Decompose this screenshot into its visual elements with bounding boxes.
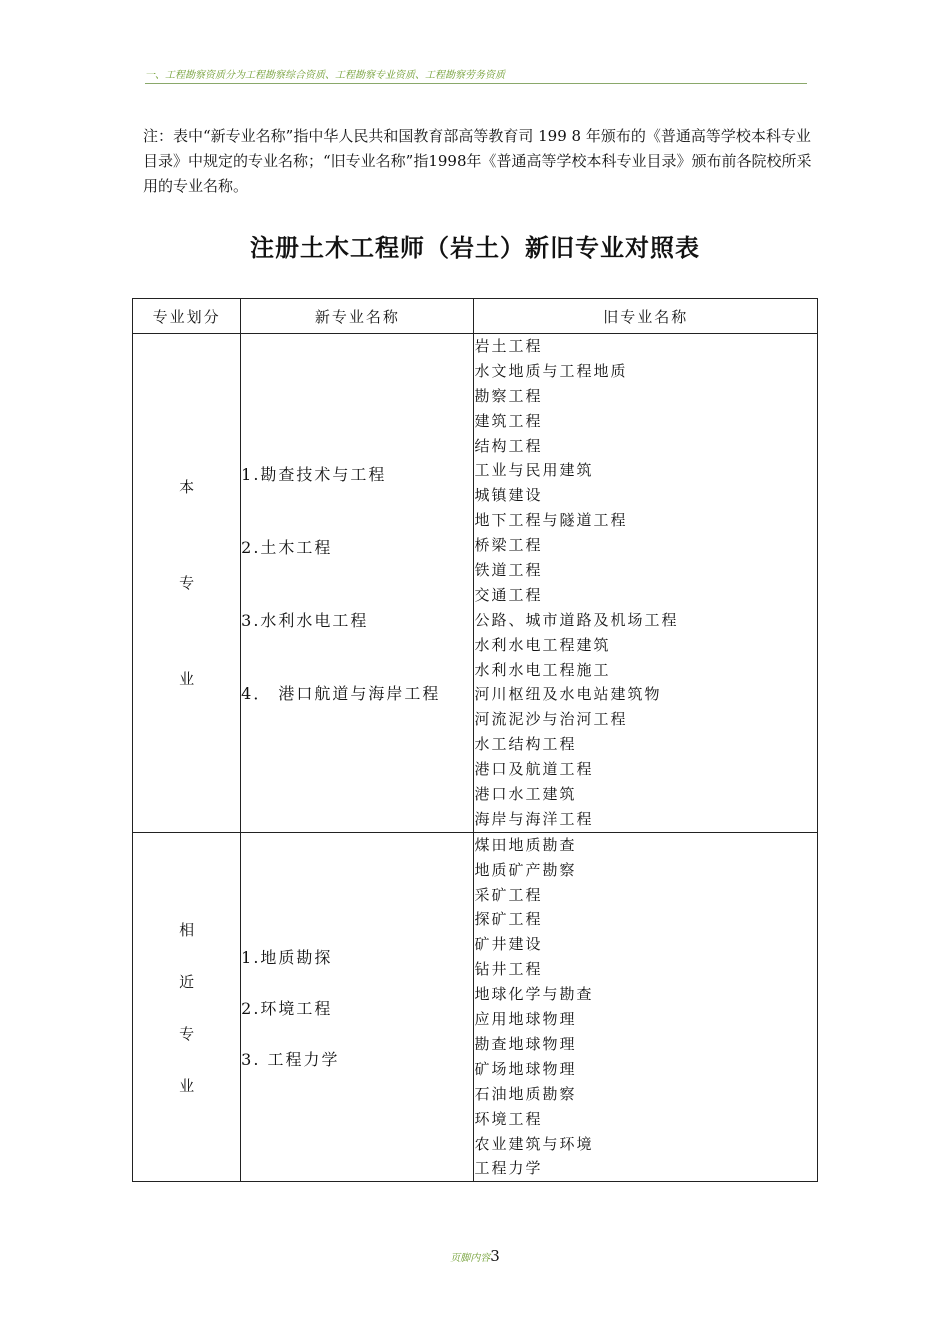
old-name-item: 探矿工程	[474, 910, 543, 929]
category-cell	[133, 832, 241, 1181]
old-name-item: 采矿工程	[474, 885, 543, 904]
old-name-item: 城镇建设	[474, 486, 543, 505]
old-name-item: 交通工程	[474, 585, 543, 604]
old-name-item: 钻井工程	[474, 960, 543, 979]
old-name-item: 勘查地球物理	[474, 1034, 577, 1053]
page-title: 注册土木工程师（岩土）新旧专业对照表	[250, 234, 700, 262]
footer-label: 页脚内容	[450, 1253, 491, 1264]
category-char: 相	[179, 920, 195, 939]
old-name-item: 水文地质与工程地质	[474, 361, 628, 380]
category-char: 专	[179, 574, 195, 593]
header-new-name: 新专业名称	[241, 299, 474, 334]
old-name-item: 煤田地质勘查	[474, 835, 577, 854]
header-old-name: 旧专业名称	[474, 299, 818, 334]
old-name-item: 应用地球物理	[474, 1010, 577, 1029]
category-char: 专	[179, 1024, 195, 1043]
old-name-item: 石油地质勘察	[474, 1084, 577, 1103]
old-name-item: 地下工程与隧道工程	[474, 511, 628, 530]
new-name-item: 3. 工程力学	[241, 1049, 340, 1069]
old-names-cell	[474, 832, 818, 1181]
category-char: 近	[179, 972, 195, 991]
old-name-item: 工程力学	[474, 1159, 543, 1178]
page-number: 3	[490, 1247, 500, 1265]
old-name-item: 海岸与海洋工程	[474, 809, 594, 828]
old-name-item: 岩土工程	[474, 337, 543, 355]
new-name-item: 3.水利水电工程	[241, 610, 369, 630]
header-category: 专业划分	[133, 299, 241, 334]
old-name-item: 河川枢纽及水电站建筑物	[474, 685, 662, 704]
old-name-item: 勘察工程	[474, 386, 543, 405]
old-names-cell	[474, 334, 818, 833]
category-cell	[133, 334, 241, 833]
new-name-item: 2.土木工程	[241, 537, 333, 557]
old-name-item: 矿井建设	[474, 935, 543, 954]
old-name-item: 港口及航道工程	[474, 760, 594, 779]
page-footer	[0, 1247, 950, 1265]
new-names-cell	[241, 334, 474, 833]
table-row	[133, 832, 818, 1181]
table-note: 注：表中“新专业名称”指中华人民共和国教育部高等教育司 199 8 年颁布的《普通高等学校本科专业目录》中规定的专业名称；“旧专业名称”指1998年《普通高等学校本科专业目录》颁布前各院校所采用的专业名称。	[143, 127, 812, 195]
old-name-item: 建筑工程	[474, 411, 543, 430]
old-name-item: 公路、城市道路及机场工程	[474, 610, 679, 629]
new-name-item: 4． 港口航道与海岸工程	[241, 683, 441, 703]
table-row	[133, 334, 818, 833]
table-header-row	[133, 299, 818, 334]
old-name-item: 矿场地球物理	[474, 1059, 577, 1078]
old-name-item: 水利水电工程施工	[474, 660, 611, 679]
old-name-item: 桥梁工程	[474, 536, 543, 555]
new-names-cell	[241, 832, 474, 1181]
old-name-item: 水利水电工程建筑	[474, 635, 611, 654]
old-name-item: 河流泥沙与治河工程	[474, 710, 628, 729]
old-name-item: 环境工程	[474, 1109, 543, 1128]
category-char: 本	[179, 478, 195, 497]
old-name-item: 农业建筑与环境	[474, 1134, 594, 1153]
new-name-item: 2.环境工程	[241, 998, 333, 1018]
major-comparison-table	[132, 298, 818, 1182]
page-header: 一、工程勘察资质分为工程勘察综合资质、工程勘察专业资质、工程勘察劳务资质	[145, 66, 807, 84]
old-name-item: 水工结构工程	[474, 735, 577, 754]
old-name-item: 结构工程	[474, 436, 543, 455]
old-name-item: 港口水工建筑	[474, 785, 577, 804]
old-name-item: 铁道工程	[474, 561, 543, 580]
category-char: 业	[179, 1076, 195, 1095]
old-name-item: 地球化学与勘查	[474, 985, 594, 1004]
old-name-item: 地质矿产勘察	[474, 860, 577, 879]
category-char: 业	[179, 670, 195, 689]
old-name-item: 工业与民用建筑	[474, 461, 594, 480]
new-name-item: 1.地质勘探	[241, 947, 333, 967]
new-name-item: 1.勘查技术与工程	[241, 464, 387, 484]
